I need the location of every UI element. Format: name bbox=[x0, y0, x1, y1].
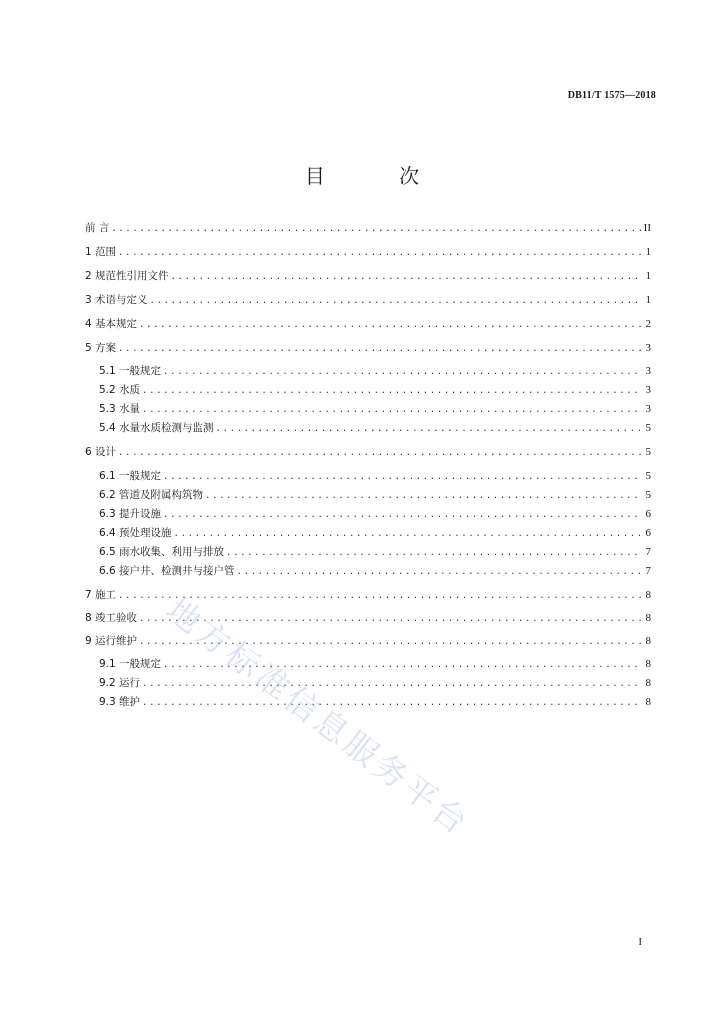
toc-leader-dots bbox=[118, 588, 641, 604]
toc-leader-dots bbox=[142, 676, 641, 692]
toc-entry[interactable] bbox=[99, 525, 651, 541]
toc-entry-label: 1 范围 bbox=[85, 246, 117, 258]
toc-entry-label: 6.4 预处理设施 bbox=[99, 527, 172, 539]
toc-entry-page: 8 bbox=[645, 635, 651, 647]
toc-entry-label: 2 规范性引用文件 bbox=[85, 270, 169, 282]
toc-leader-dots bbox=[163, 364, 641, 380]
toc-leader-dots bbox=[139, 611, 641, 627]
toc-entry-page: 1 bbox=[645, 270, 651, 282]
page-number: I bbox=[638, 936, 642, 948]
toc-leader-dots bbox=[171, 269, 641, 285]
toc-entry-page: 8 bbox=[645, 677, 651, 689]
toc-entry[interactable] bbox=[85, 244, 651, 260]
toc-entry-page: 2 bbox=[645, 318, 651, 330]
toc-entry-page: 8 bbox=[645, 658, 651, 670]
toc-entry-label: 5 方案 bbox=[85, 342, 117, 354]
toc-entry-label: 6.2 管道及附属构筑物 bbox=[99, 489, 204, 501]
toc-leader-dots bbox=[216, 421, 641, 437]
toc-leader-dots bbox=[118, 445, 641, 461]
toc-entry[interactable] bbox=[99, 506, 651, 522]
toc-entry-label: 4 基本规定 bbox=[85, 318, 138, 330]
toc-entry-label: 6 设计 bbox=[85, 446, 117, 458]
toc-entry-page: 1 bbox=[645, 294, 651, 306]
toc-entry-label: 8 竣工验收 bbox=[85, 612, 138, 624]
toc-entry[interactable] bbox=[85, 340, 651, 356]
toc-leader-dots bbox=[205, 488, 641, 504]
toc-entry[interactable] bbox=[85, 316, 651, 332]
toc-leader-dots bbox=[163, 469, 641, 485]
toc-entry[interactable] bbox=[85, 444, 651, 460]
toc-entry-page: 8 bbox=[645, 612, 651, 624]
toc-entry-page: 3 bbox=[645, 403, 651, 415]
toc-entry-page: 7 bbox=[645, 565, 651, 577]
toc-entry-page: 5 bbox=[645, 489, 651, 501]
toc-entry[interactable] bbox=[99, 656, 651, 672]
toc-entry[interactable] bbox=[99, 675, 651, 691]
toc-entry-page: 8 bbox=[645, 696, 651, 708]
toc-entry[interactable] bbox=[99, 420, 651, 436]
standard-number: DB11/T 1575—2018 bbox=[567, 90, 656, 101]
toc-entry[interactable] bbox=[99, 468, 651, 484]
toc-entry[interactable] bbox=[85, 633, 651, 649]
toc-entry-page: 1 bbox=[645, 246, 651, 258]
toc-entry-label: 5.4 水量水质检测与监测 bbox=[99, 422, 214, 434]
toc-leader-dots bbox=[118, 341, 641, 357]
toc-leader-dots bbox=[142, 695, 641, 711]
toc-entry-label: 9 运行维护 bbox=[85, 635, 138, 647]
toc-entry-label: 5.2 水质 bbox=[99, 384, 141, 396]
toc-entry-label: 6.1 一般规定 bbox=[99, 470, 162, 482]
toc-entry-label: 9.3 维护 bbox=[99, 696, 141, 708]
toc-entry[interactable] bbox=[85, 220, 651, 236]
toc-entry[interactable] bbox=[85, 587, 651, 603]
toc-entry[interactable] bbox=[99, 487, 651, 503]
toc-entry-label: 6.3 提升设施 bbox=[99, 508, 162, 520]
toc-entry-label: 6.6 接户井、检测井与接户管 bbox=[99, 565, 235, 577]
toc-entry-label: 5.1 一般规定 bbox=[99, 365, 162, 377]
toc-entry-label: 7 施工 bbox=[85, 589, 117, 601]
toc-entry-label: 3 术语与定义 bbox=[85, 294, 148, 306]
toc-entry-page: 3 bbox=[645, 342, 651, 354]
toc-leader-dots bbox=[237, 564, 641, 580]
toc-entry-label: 5.3 水量 bbox=[99, 403, 141, 415]
toc-entry-page: 3 bbox=[645, 365, 651, 377]
toc-entry-page: 6 bbox=[645, 527, 651, 539]
toc-entry-label: 9.2 运行 bbox=[99, 677, 141, 689]
toc-leader-dots bbox=[139, 317, 641, 333]
toc-entry-page: 5 bbox=[645, 446, 651, 458]
toc-leader-dots bbox=[118, 245, 641, 261]
toc-entry[interactable] bbox=[99, 401, 651, 417]
toc-entry-page: 6 bbox=[645, 508, 651, 520]
toc-leader-dots bbox=[163, 657, 641, 673]
toc-entry[interactable] bbox=[99, 563, 651, 579]
toc-entry-page: 3 bbox=[645, 384, 651, 396]
watermark: 地方标准信息服务平台 bbox=[158, 589, 478, 844]
toc-leader-dots bbox=[226, 545, 641, 561]
toc-entry-label: 9.1 一般规定 bbox=[99, 658, 162, 670]
toc-entry-label: 前 言 bbox=[85, 222, 110, 234]
toc-entry-page: 5 bbox=[645, 422, 651, 434]
toc-entry-page: 8 bbox=[645, 589, 651, 601]
toc-entry[interactable] bbox=[99, 363, 651, 379]
toc-entry[interactable] bbox=[99, 694, 651, 710]
toc-entry[interactable] bbox=[99, 544, 651, 560]
toc-entry-page: 7 bbox=[645, 546, 651, 558]
toc-entry[interactable] bbox=[85, 292, 651, 308]
toc-entry[interactable] bbox=[85, 268, 651, 284]
toc-entry[interactable] bbox=[85, 610, 651, 626]
toc-leader-dots bbox=[142, 383, 641, 399]
toc-leader-dots bbox=[163, 507, 641, 523]
toc-leader-dots bbox=[139, 634, 641, 650]
toc-entry-page: 5 bbox=[645, 470, 651, 482]
toc-leader-dots bbox=[150, 293, 641, 309]
toc-leader-dots bbox=[142, 402, 641, 418]
toc-leader-dots bbox=[111, 221, 641, 237]
toc-leader-dots bbox=[174, 526, 641, 542]
toc-entry-label: 6.5 雨水收集、利用与排放 bbox=[99, 546, 225, 558]
toc-entry-page: II bbox=[643, 222, 651, 234]
toc-entry[interactable] bbox=[99, 382, 651, 398]
toc-title: 目 次 bbox=[304, 164, 454, 188]
